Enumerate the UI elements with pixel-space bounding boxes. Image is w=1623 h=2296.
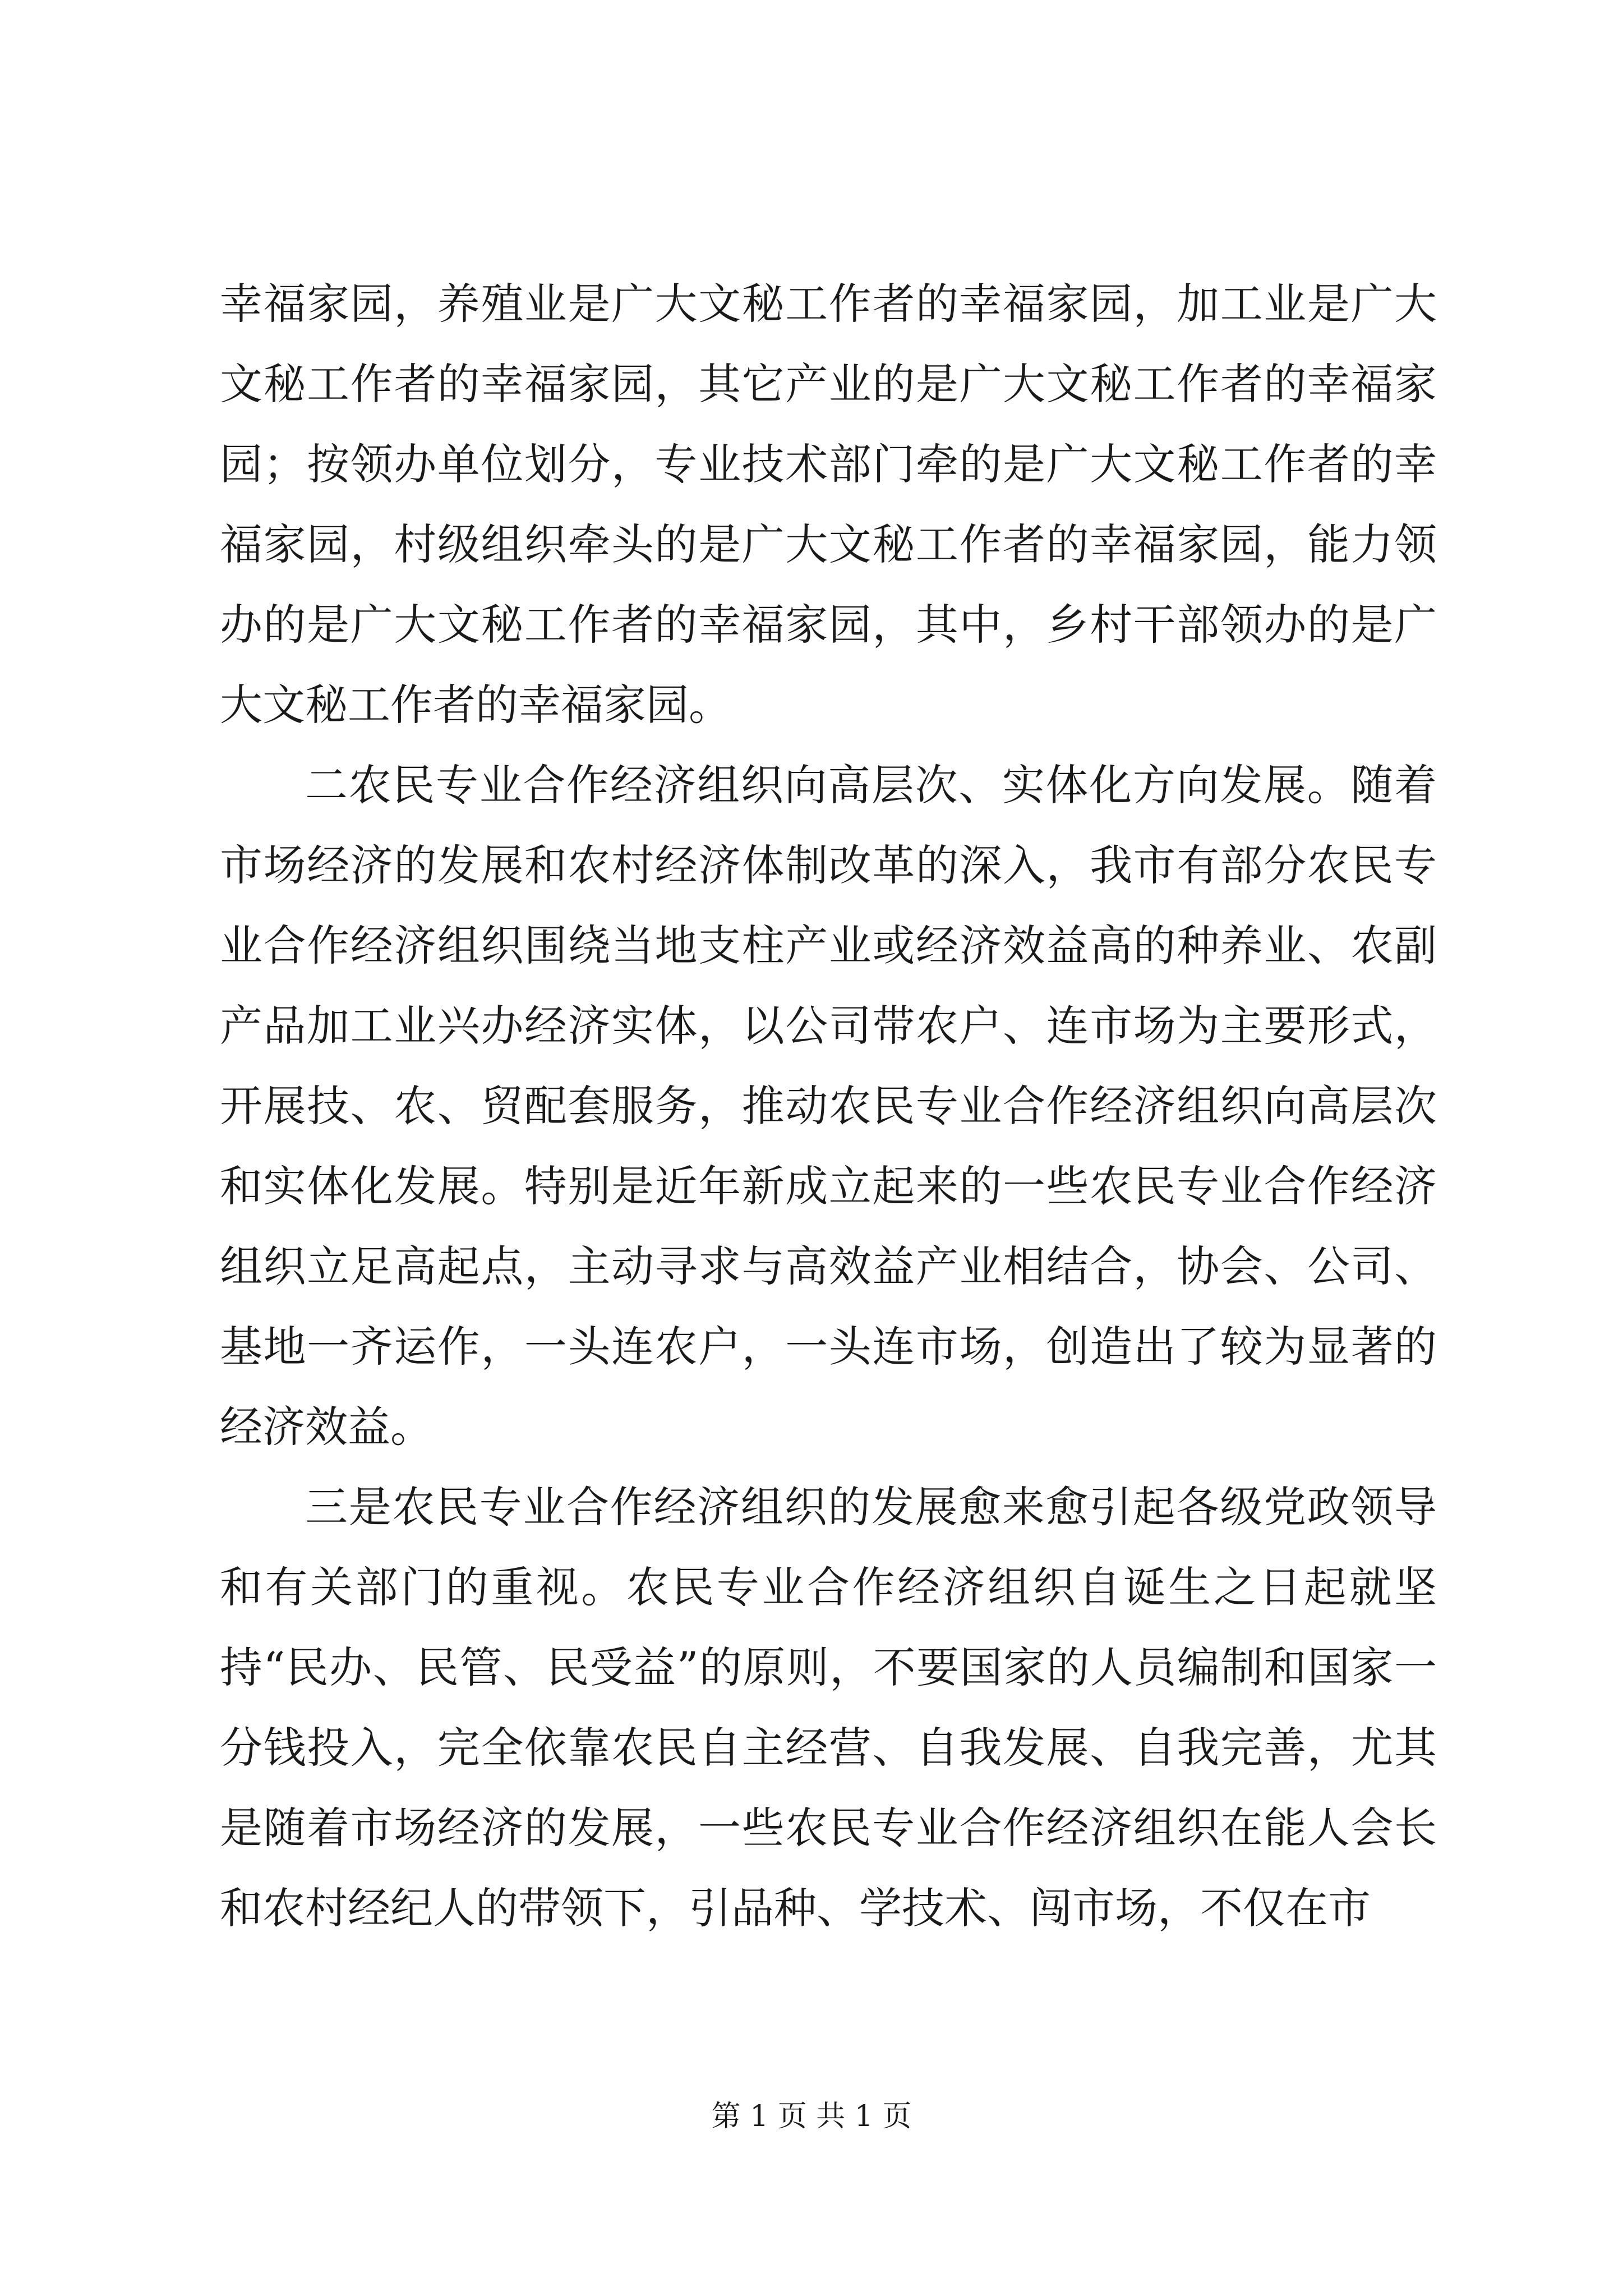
paragraph-1: 幸福家园，养殖业是广大文秘工作者的幸福家园，加工业是广大文秘工作者的幸福家园，其它产业的是广大文秘工作者的幸福家园；按领办单位划分，专业技术部门牵的是广大文秘工作者的幸福家园，村级组织牵头的是广大文秘工作者的幸福家园，能力领办的是广大文秘工作者的幸福家园，其中，乡村干部领办的是广大文秘工作者的幸福家园。: [220, 279, 1437, 730]
paragraph-3: 三是农民专业合作经济组织的发展愈来愈引起各级党政领导和有关部门的重视。农民专业合作经济组织自诞生之日起就坚持“民办、民管、民受益”的原则，不要国家的人员编制和国家一分钱投入，完全依靠农民自主经营、自我发展、自我完善，尤其是随着市场经济的发展，一些农民专业合作经济组织在能人会长和农村经纪人的带领下，引品种、学技术、闯市场，不仅在市: [220, 1482, 1437, 1933]
paragraph-2: 二农民专业合作经济组织向高层次、实体化方向发展。随着市场经济的发展和农村经济体制改革的深入，我市有部分农民专业合作经济组织围绕当地支柱产业或经济效益高的种养业、农副产品加工业兴办经济实体，以公司带农户、连市场为主要形式，开展技、农、贸配套服务，推动农民专业合作经济组织向高层次和实体化发展。特别是近年新成立起来的一些农民专业合作经济组织立足高起点，主动寻求与高效益产业相结合，协会、公司、基地一齐运作，一头连农户，一头连市场，创造出了较为显著的经济效益。: [220, 760, 1437, 1452]
document-body: [220, 264, 1437, 1948]
page-footer: 第 1 页 共 1 页: [711, 2100, 912, 2133]
